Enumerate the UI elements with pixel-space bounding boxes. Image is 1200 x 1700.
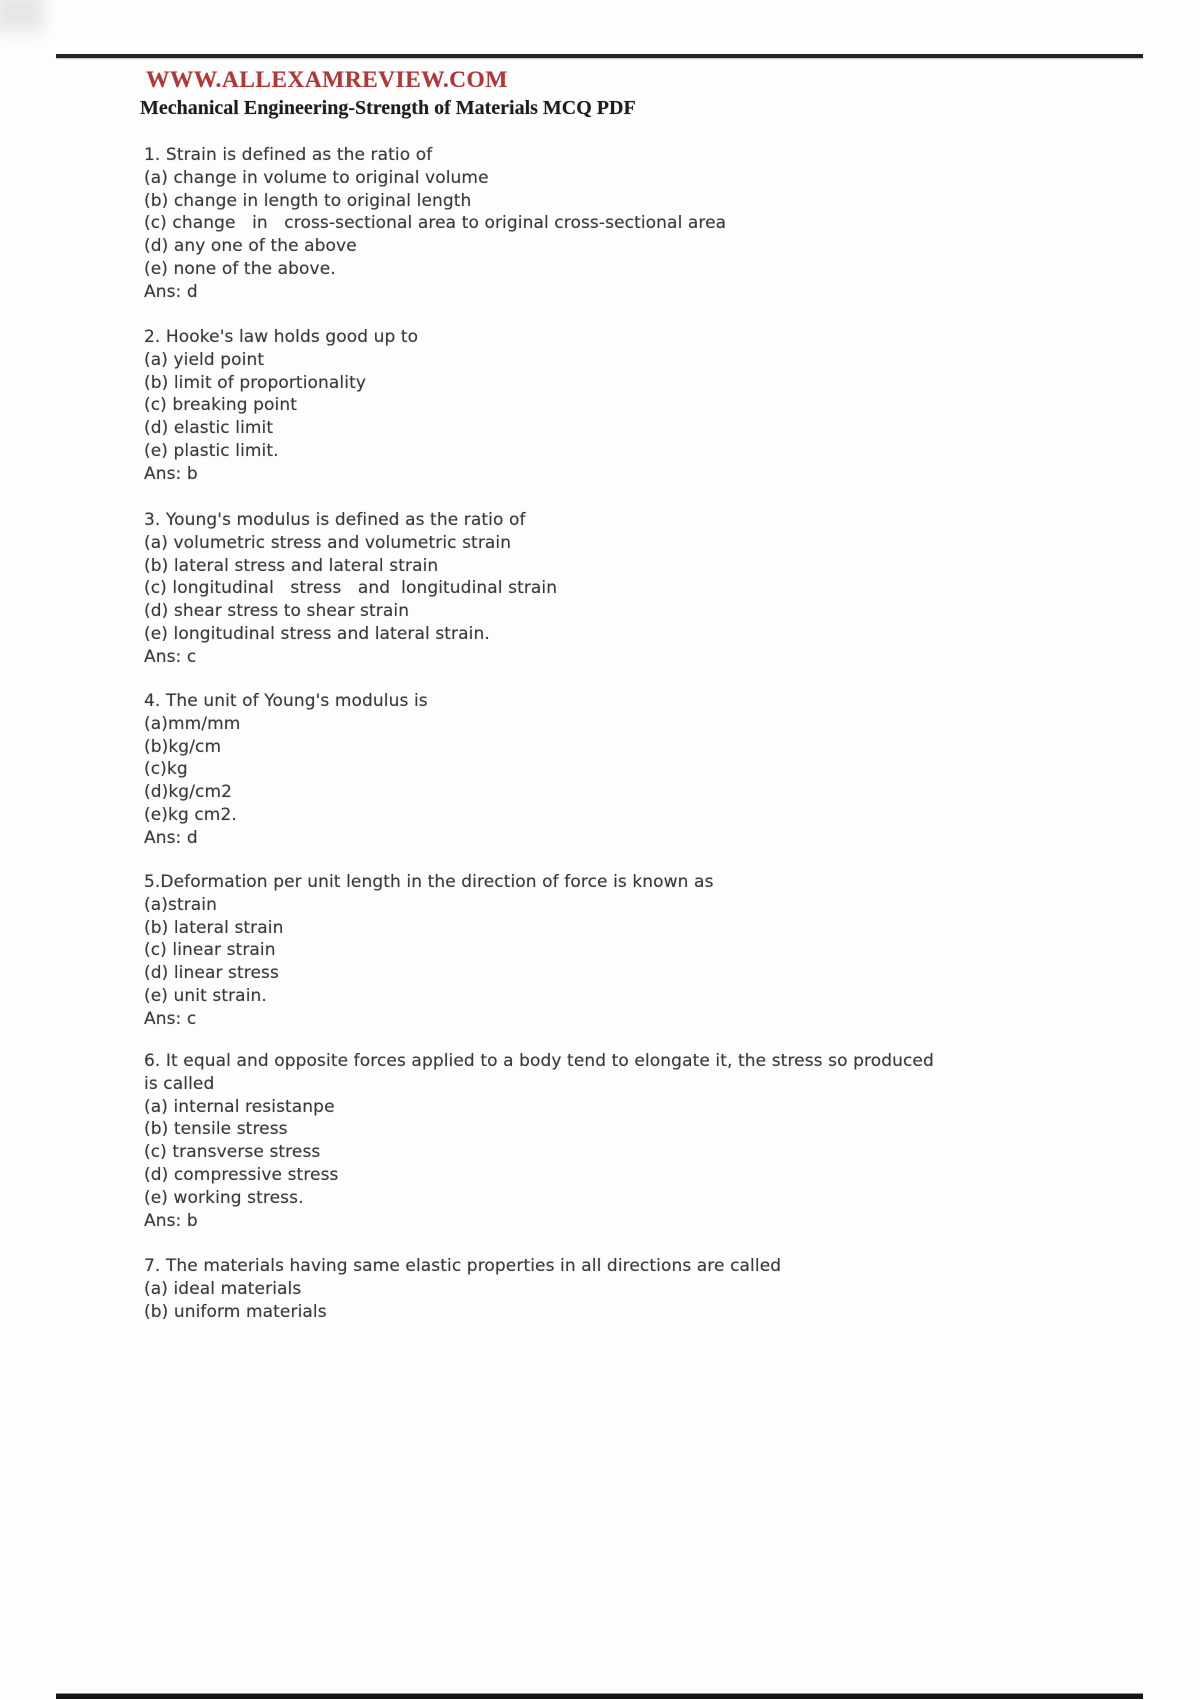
text-line: 2. Hooke's law holds good up to — [144, 327, 419, 347]
text-line: (b) lateral stress and lateral strain — [144, 555, 439, 576]
text-line: (a)mm/mm — [144, 713, 241, 734]
site-title: WWW.ALLEXAMREVIEW.COM — [146, 67, 508, 93]
text-line: (e) plastic limit. — [144, 440, 279, 461]
text-line: 7. The materials having same elastic properties in all directions are called — [144, 1256, 782, 1276]
text-line: (d) elastic limit — [144, 418, 274, 439]
page-title: Mechanical Engineering-Strength of Materials MCQ PDF — [140, 97, 636, 119]
text-line: (c) change in cross-sectional area to original cross-sectional area — [144, 213, 727, 234]
text-line: (d) compressive stress — [144, 1164, 339, 1185]
scan-corner-artifact — [0, 0, 44, 32]
text-line: (b) tensile stress — [144, 1119, 288, 1140]
text-line: 3. Young's modulus is defined as the ratio of — [144, 510, 526, 530]
text-line: 5.Deformation per unit length in the direction of force is known as — [144, 872, 714, 892]
text-line: (b) uniform materials — [144, 1301, 327, 1322]
text-line: (c)kg — [144, 759, 188, 780]
text-line: (a) volumetric stress and volumetric strain — [144, 532, 512, 553]
question-block — [144, 690, 1074, 850]
text-line: Ans: b — [144, 463, 198, 484]
bottom-rule — [56, 1693, 1143, 1699]
text-line: (b) lateral strain — [144, 917, 284, 938]
text-line: (c) longitudinal stress and longitudinal strain — [144, 578, 558, 599]
text-line: 6. It equal and opposite forces applied to a body tend to elongate it, the stress so produced — [144, 1051, 934, 1071]
text-line: (e) longitudinal stress and lateral strain. — [144, 623, 490, 644]
text-line: Ans: d — [144, 827, 198, 848]
text-line: Ans: b — [144, 1210, 198, 1231]
text-line: (e)kg cm2. — [144, 804, 237, 825]
question-block — [144, 1255, 1074, 1323]
question-block — [144, 1050, 1074, 1232]
text-line: 1. Strain is defined as the ratio of — [144, 145, 433, 165]
text-line: (e) unit strain. — [144, 985, 267, 1006]
text-line: Ans: c — [144, 646, 197, 667]
text-line: (e) working stress. — [144, 1187, 304, 1208]
text-line: (d) any one of the above — [144, 236, 357, 257]
question-block — [144, 509, 1074, 669]
text-line: (a)strain — [144, 894, 218, 915]
text-line: (a) change in volume to original volume — [144, 167, 489, 188]
text-line: (c) transverse stress — [144, 1142, 321, 1163]
text-line: (d)kg/cm2 — [144, 782, 233, 803]
text-line: (b)kg/cm — [144, 736, 222, 757]
question-block — [144, 144, 1074, 304]
text-line: (b) limit of proportionality — [144, 372, 366, 393]
text-line: (a) yield point — [144, 349, 265, 370]
text-line: 4. The unit of Young's modulus is — [144, 691, 428, 711]
text-line: Ans: d — [144, 281, 198, 302]
text-line: Ans: c — [144, 1008, 197, 1029]
text-line: (c) linear strain — [144, 940, 276, 961]
text-line: (a) ideal materials — [144, 1278, 302, 1299]
text-line: (e) none of the above. — [144, 258, 336, 279]
text-line: (c) breaking point — [144, 395, 297, 416]
text-line: is called — [144, 1073, 215, 1094]
text-line: (a) internal resistanpe — [144, 1096, 335, 1117]
questions-list — [144, 0, 1074, 1700]
text-line: (b) change in length to original length — [144, 190, 472, 211]
text-line: (d) shear stress to shear strain — [144, 601, 410, 622]
text-line: (d) linear stress — [144, 963, 279, 984]
question-block — [144, 871, 1074, 1031]
question-block — [144, 326, 1074, 486]
